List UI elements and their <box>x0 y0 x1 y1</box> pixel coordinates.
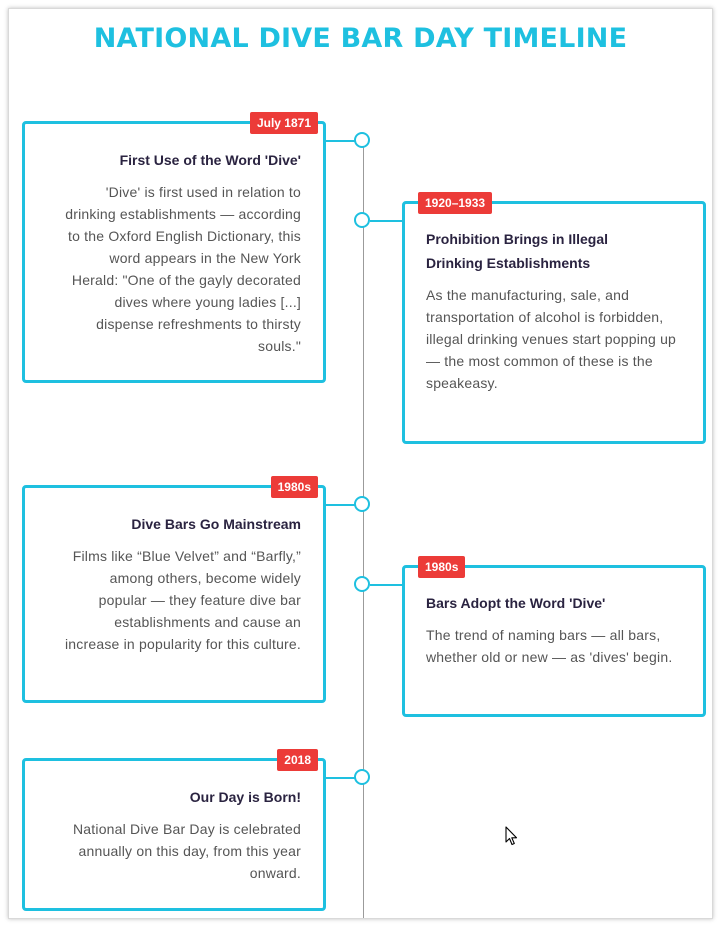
timeline-connector <box>370 584 404 586</box>
event-title: First Use of the Word 'Dive' <box>119 152 301 168</box>
timeline-node <box>354 496 370 512</box>
page-title: NATIONAL DIVE BAR DAY TIMELINE <box>93 23 628 54</box>
event-description: 'Dive' is first used in relation to drinking establishments — according to the Oxford English Dictionary, this word appears in the New York Herald: "One of the gayly decorated dives where young ladies [...] dispense refreshments to thirsty souls." <box>65 184 301 354</box>
event-title: Prohibition Brings in Illegal Drinking Establishments <box>426 231 609 271</box>
event-title: Dive Bars Go Mainstream <box>131 516 301 532</box>
timeline-card <box>22 116 326 383</box>
date-badge: 1980s <box>418 556 465 578</box>
event-description: Films like “Blue Velvet” and “Barfly,” among others, become widely popular — they feature dive bar establishments and cause an increase in popularity for this culture. <box>65 548 301 652</box>
event-description: As the manufacturing, sale, and transportation of alcohol is forbidden, illegal drinking venues start popping up — the most common of these is the speakeasy. <box>426 287 677 391</box>
timeline-connector <box>324 777 356 779</box>
event-title: Bars Adopt the Word 'Dive' <box>426 595 606 611</box>
event-description: The trend of naming bars — all bars, whether old or new — as 'dives' begin. <box>426 627 673 665</box>
page-frame <box>8 8 713 919</box>
timeline-connector <box>370 220 404 222</box>
date-badge: 2018 <box>277 749 318 771</box>
timeline-card <box>402 560 706 717</box>
timeline-card <box>402 196 706 444</box>
date-badge: 1980s <box>271 476 318 498</box>
timeline-node <box>354 212 370 228</box>
mouse-cursor-icon <box>505 826 519 846</box>
timeline-card <box>22 753 326 911</box>
timeline-connector <box>324 504 356 506</box>
timeline-node <box>354 769 370 785</box>
date-badge: 1920–1933 <box>418 192 492 214</box>
timeline-card <box>22 480 326 703</box>
event-title: Our Day is Born! <box>189 789 301 805</box>
timeline-axis <box>363 139 364 919</box>
timeline-node <box>354 576 370 592</box>
timeline-connector <box>324 140 356 142</box>
timeline-node <box>354 132 370 148</box>
date-badge: July 1871 <box>250 112 318 134</box>
event-description: National Dive Bar Day is celebrated annually on this day, from this year onward. <box>73 821 301 881</box>
